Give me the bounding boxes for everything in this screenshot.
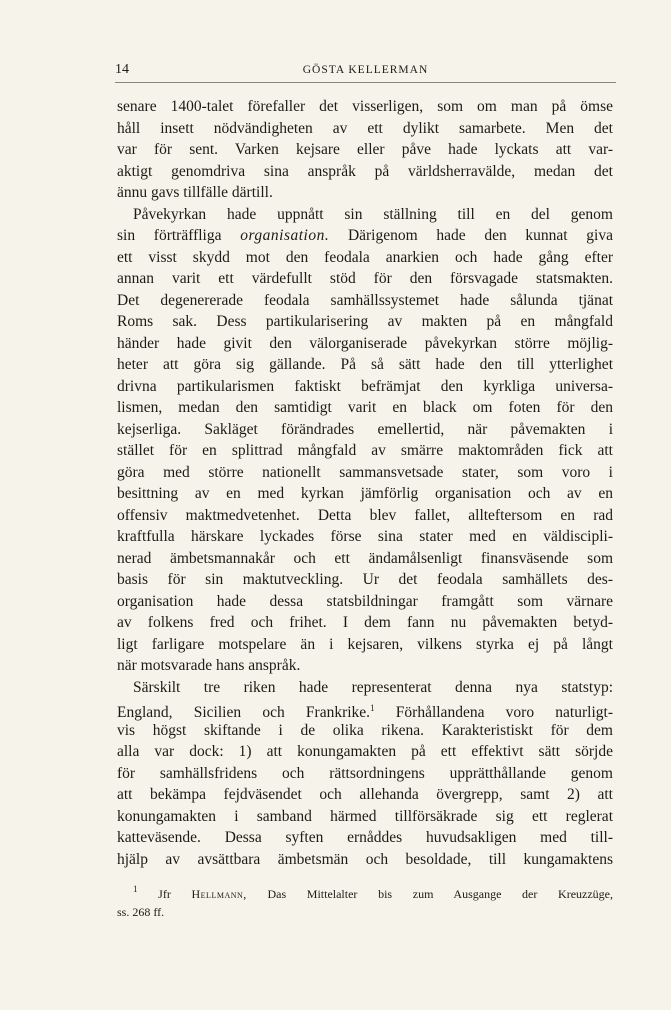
footnote-prefix: Jfr (158, 887, 192, 901)
text-line: ännu gavs tillfälle därtill. (117, 184, 273, 201)
text-line: drivna partikularismen faktiskt befrämjat den kyrkliga universa- (117, 377, 613, 395)
text-line: kejserliga. Sakläget förändrades emellertid, när påvemakten i (117, 420, 613, 438)
text-line: katteväsende. Dessa syften ernåddes huvudsakligen med till- (117, 829, 613, 846)
text-line: Påvekyrkan hade uppnått sin ställning till en del genom (133, 205, 613, 223)
text-line: Roms sak. Dess partikularisering av makten på en mångfald (117, 313, 613, 330)
text-line: organisation hade dessa statsbildningar framgått som värnare (117, 592, 613, 610)
text-line: aktigt genomdriva sina anspråk på världsherravälde, medan det (117, 162, 613, 180)
text-line: vis högst skiftande i de olika rikena. Karakteristiskt för dem (117, 721, 613, 739)
emphasis-word: organisation. (240, 227, 330, 244)
running-head: GÖSTA KELLERMAN (302, 64, 429, 76)
text-line: alla var dock: 1) att konungamakten på ett effektivt sätt sörjde (117, 743, 613, 760)
text-line: att bekämpa fejdväsendet och allehanda övergrepp, samt 2) att (117, 786, 613, 803)
footnote-marker: 1 (370, 703, 375, 713)
text-line: när motsvarade hans anspråk. (117, 657, 301, 674)
text-line: konungamakten i samband härmed tillförsäkrade sig ett reglerat (117, 807, 613, 825)
text-line: håll insett nödvändigheten av ett dylikt samarbete. Men det (117, 119, 613, 137)
text-segment: Därigenom hade den kunnat giva (329, 227, 613, 244)
text-line (117, 698, 613, 720)
text-line: besittning av en med kyrkan jämförlig organisation och av en (117, 485, 613, 502)
footnote-author: Hellmann, (191, 887, 247, 901)
text-line: hjälp av avsättbara ämbetsmän och besoldade, till kungamaktens (117, 850, 613, 868)
footnote-title: Das Mittelalter bis zum Ausgange der Kreuzzüge, (267, 887, 614, 901)
text-line: stället för en splittrad mångfald av smärre maktområden fick att (117, 442, 613, 459)
footnote-number: 1 (133, 884, 138, 894)
text-segment: sin förträffliga (117, 227, 241, 244)
text-line: Särskilt tre riken hade representerat denna nya statstyp: (133, 678, 613, 696)
text-segment: Förhållandena voro naturligt- (374, 704, 613, 721)
footnote-area (117, 880, 613, 921)
text-line: offensiv maktmedvetenhet. Detta blev fallet, allteftersom en rad (117, 506, 613, 524)
body-text (117, 96, 613, 870)
text-line: kraftfulla härskare lyckades förse sina stater med en väldiscipli- (117, 528, 613, 545)
text-line: heter att göra sig gällande. På så sätt hade den till ytterlighet (117, 356, 613, 373)
text-line: Det degenererade feodala samhällssystemet hade sålunda tjänat (117, 291, 613, 309)
text-segment: England, Sicilien och Frankrike. (117, 704, 371, 721)
text-line: var för sent. Varken kejsare eller påve hade lyckats att var- (117, 141, 613, 158)
text-line: lismen, medan den samtidigt varit en black om foten för den (117, 399, 613, 416)
text-line: händer hade givit den välorganiserade påvekyrkan större möjlig- (117, 334, 613, 352)
text-line: ligt farligare motspelare än i kejsaren, vilkens styrka ej på långt (117, 635, 613, 653)
page-header (115, 60, 616, 83)
text-line: för samhällsfridens och rättsordningens upprätthållande genom (117, 764, 613, 782)
text-line (117, 225, 613, 247)
text-line: basis för sin maktutveckling. Ur det feodala samhällets des- (117, 571, 613, 588)
text-line: av folkens fred och frihet. I dem fann nu påvemakten betyd- (117, 614, 613, 631)
page-number: 14 (115, 62, 129, 77)
text-line: annan varit ett värdefullt stöd för den försvagade statsmakten. (117, 270, 613, 287)
footnote-line (117, 880, 613, 903)
footnote-line: ss. 268 ff. (117, 905, 165, 919)
text-line: senare 1400-talet förefaller det visserligen, som om man på ömse (117, 98, 613, 115)
text-line: ett visst skydd mot den feodala anarkien och hade gång efter (117, 248, 613, 266)
text-line: göra med större nationellt sammansvetsade stater, som voro i (117, 463, 613, 481)
text-line: nerad ämbetsmannakår och ett ändamålsenligt finansväsende som (117, 549, 613, 567)
